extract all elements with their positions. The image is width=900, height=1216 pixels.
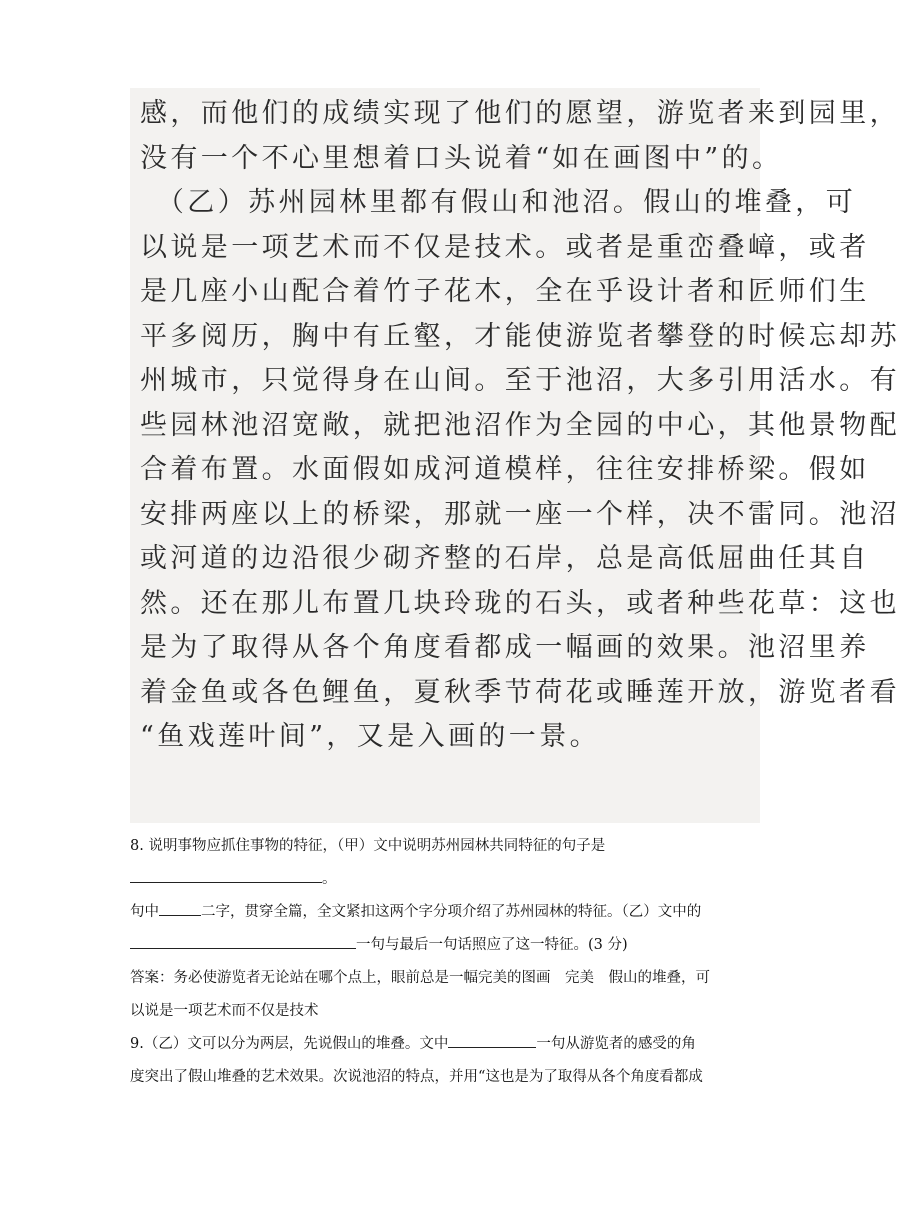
question-8-text: 一句与最后一句话照应了这一特征。(3 分) [356, 937, 628, 953]
question-8-text: 二字，贯穿全篇，全文紧扣这两个字分项介绍了苏州园林的特征。（乙）文中的 [201, 904, 702, 920]
question-8-line-3 [130, 896, 750, 929]
passage-line: 是为了取得从各个角度看都成一幅画的效果。池沼里养 [140, 632, 870, 663]
questions-section [130, 830, 750, 1094]
passage-line: 以说是一项艺术而不仅是技术。或者是重峦叠嶂，或者 [140, 231, 870, 263]
passage-line: 些园林池沼宽敞，就把池沼作为全园的中心，其他景物配 [140, 409, 900, 441]
answer-text: 以说是一项艺术而不仅是技术 [130, 1003, 319, 1019]
answer-blank[interactable] [130, 934, 356, 949]
passage-line: 或河道的边沿很少砌齐整的石岸，总是高低屈曲任其自 [140, 543, 870, 574]
passage-line: 是几座小山配合着竹子花木，全在乎设计者和匠师们生 [140, 276, 870, 307]
question-9-line-2 [130, 1061, 750, 1094]
passage-scan [130, 88, 900, 823]
passage-line: 没有一个不心里想着口头说着“如在画图中”的。 [140, 142, 783, 174]
passage-line: 安排两座以上的桥梁，那就一座一个样，决不雷同。池沼 [140, 498, 900, 530]
answer-line-1 [130, 962, 750, 995]
passage-line: 合着布置。水面假如成河道模样，往往安排桥梁。假如 [140, 454, 870, 485]
question-9-text: 度突出了假山堆叠的艺术效果。次说池沼的特点，并用“这也是为了取得从各个角度看都成 [130, 1069, 703, 1085]
question-8-text: 8. 说明事物应抓住事物的特征，（甲）文中说明苏州园林共同特征的句子是 [130, 838, 606, 854]
question-8-text: 句中 [130, 904, 159, 920]
question-9-text: 一句从游览者的感受的角 [536, 1036, 696, 1052]
passage-line: 然。还在那儿布置几块玲珑的石头，或者种些花草：这也 [140, 587, 900, 619]
question-8-line-1 [130, 830, 750, 863]
passage-line: 着金鱼或各色鲤鱼，夏秋季节荷花或睡莲开放，游览者看 [140, 676, 900, 708]
passage-line: 平多阅历，胸中有丘壑，才能使游览者攀登的时候忘却苏 [140, 320, 900, 352]
answer-blank[interactable] [448, 1033, 536, 1048]
passage-line: 感，而他们的成绩实现了他们的愿望，游览者来到园里， [140, 98, 900, 129]
answer-text: 答案：务必使游览者无论站在哪个点上，眼前总是一幅完美的图画 完美 假山的堆叠，可 [130, 970, 710, 986]
passage-line: 州城市，只觉得身在山间。至于池沼，大多引用活水。有 [140, 365, 900, 396]
question-8-line-2 [130, 863, 750, 896]
answer-blank[interactable] [159, 901, 201, 916]
question-9-text: 9.（乙）文可以分为两层，先说假山的堆叠。文中 [130, 1036, 449, 1052]
answer-line-2 [130, 995, 750, 1028]
question-9-line-1 [130, 1028, 750, 1061]
passage-line: （乙）苏州园林里都有假山和池沼。假山的堆叠，可 [140, 187, 857, 218]
passage-line: “鱼戏莲叶间”，又是入画的一景。 [140, 721, 601, 752]
question-8-text: 。 [322, 871, 337, 887]
answer-blank[interactable] [130, 868, 322, 883]
question-8-line-4 [130, 929, 750, 962]
